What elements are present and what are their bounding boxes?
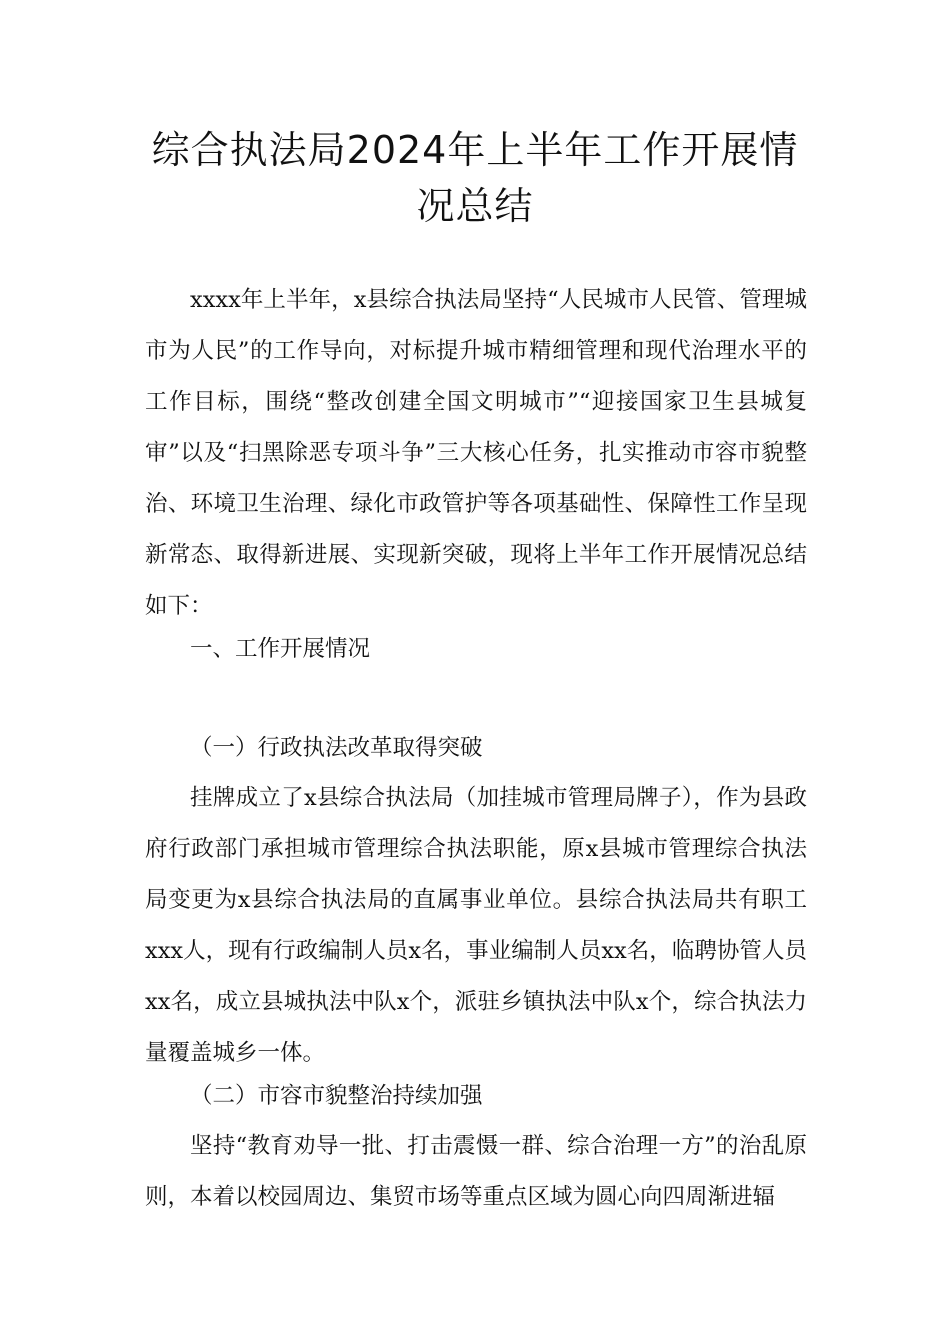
title-line-1: 综合执法局2024年上半年工作开展情: [151, 128, 799, 172]
subsection-heading-2: （二）市容市貌整治持续加强: [190, 1083, 483, 1109]
intro-paragraph: xxxx年上半年，x县综合执法局坚持“人民城市人民管、管理城市为人民”的工作导向，对标提升城市精细管理和现代治理水平的工作目标，围绕“整改创建全国文明城市”“迎接国家卫生县城复审”以及“扫黑除恶专项斗争”三大核心任务，扎实推动市容市貌整治、环境卫生治理、绿化市政管护等各项基础性、保障性工作呈现新常态、取得新进展、实现新突破，现将上半年工作开展情况总结如下：: [145, 287, 807, 619]
title-line-2: 况总结: [416, 184, 534, 228]
subsection-heading-1: （一）行政执法改革取得突破: [190, 735, 483, 761]
subsection-1-paragraph: 挂牌成立了x县综合执法局（加挂城市管理局牌子），作为县政府行政部门承担城市管理综合执法职能，原x县城市管理综合执法局变更为x县综合执法局的直属事业单位。县综合执法局共有职工xxx人，现有行政编制人员x名，事业编制人员xx名，临聘协管人员xx名，成立县城执法中队x个，派驻乡镇执法中队x个，综合执法力量覆盖城乡一体。: [145, 785, 807, 1066]
document-title: [130, 122, 820, 234]
subsection-2-paragraph: 坚持“教育劝导一批、打击震慑一群、综合治理一方”的治乱原则，本着以校园周边、集贸市场等重点区域为圆心向四周渐进辐: [145, 1133, 807, 1210]
section-heading-1: 一、工作开展情况: [190, 636, 371, 662]
